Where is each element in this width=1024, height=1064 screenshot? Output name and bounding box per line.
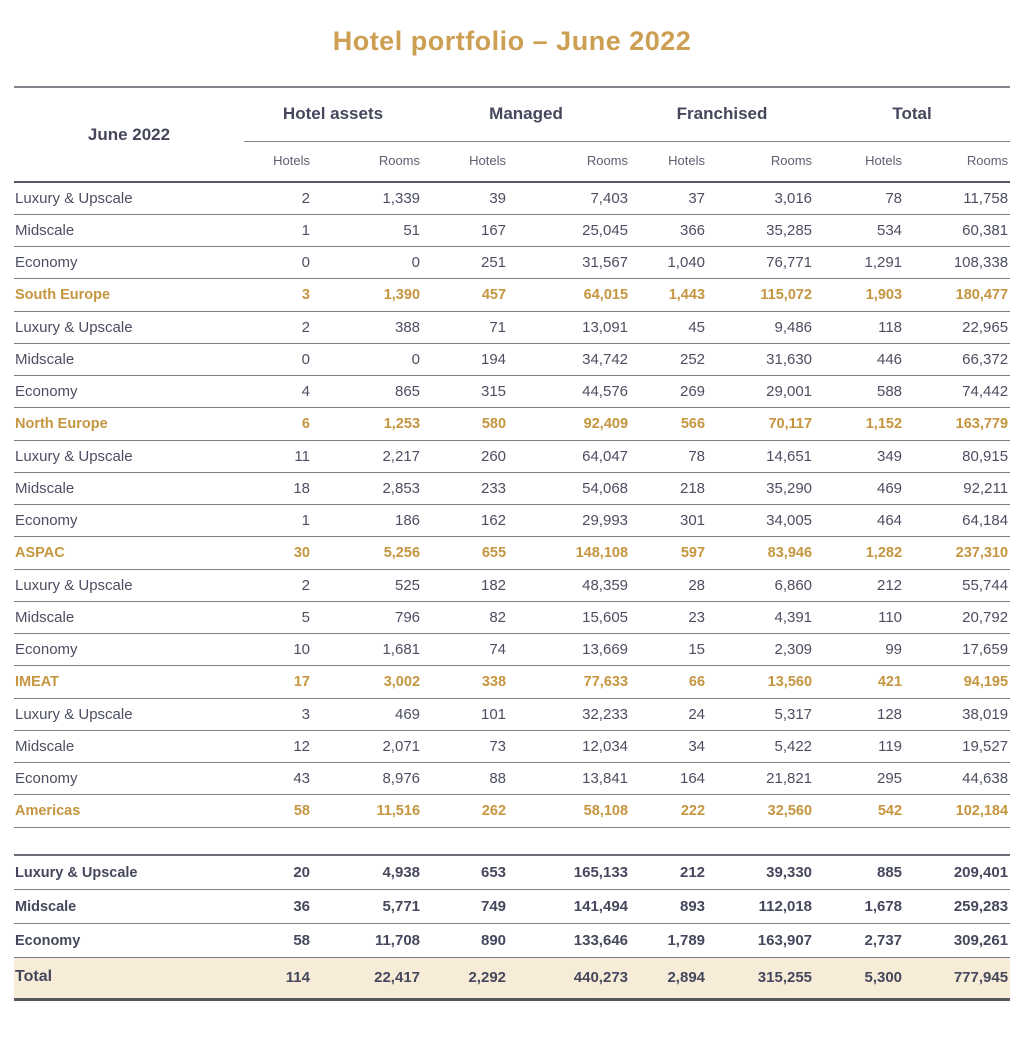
segment-row	[14, 376, 1010, 408]
cell-value: 890	[422, 924, 508, 958]
cell-value: 60,381	[904, 215, 1010, 247]
cell-value: 58	[244, 795, 312, 828]
cell-value: 5,422	[707, 731, 814, 763]
cell-value: 34	[630, 731, 707, 763]
cell-value: 1,291	[814, 247, 904, 279]
cell-value: 20,792	[904, 602, 1010, 634]
cell-value: 5,256	[312, 537, 422, 570]
cell-value: 43	[244, 763, 312, 795]
cell-value: 92,409	[508, 408, 630, 441]
cell-value: 7,403	[508, 182, 630, 215]
segment-label: Midscale	[14, 215, 244, 247]
cell-value: 10	[244, 634, 312, 666]
cell-value: 112,018	[707, 890, 814, 924]
column-group-franchised: Franchised	[630, 88, 814, 142]
cell-value: 35,290	[707, 473, 814, 505]
cell-value: 251	[422, 247, 508, 279]
cell-value: 262	[422, 795, 508, 828]
cell-value: 1,390	[312, 279, 422, 312]
cell-value: 301	[630, 505, 707, 537]
segment-row	[14, 247, 1010, 279]
segment-row	[14, 570, 1010, 602]
cell-value: 15,605	[508, 602, 630, 634]
subcolumn-header-hotels: Hotels	[422, 142, 508, 183]
cell-value: 32,560	[707, 795, 814, 828]
cell-value: 1,040	[630, 247, 707, 279]
cell-value: 218	[630, 473, 707, 505]
cell-value: 1,903	[814, 279, 904, 312]
cell-value: 25,045	[508, 215, 630, 247]
cell-value: 222	[630, 795, 707, 828]
section-spacer	[14, 828, 1010, 856]
cell-value: 58	[244, 924, 312, 958]
cell-value: 865	[312, 376, 422, 408]
segment-row	[14, 182, 1010, 215]
cell-value: 4,938	[312, 855, 422, 890]
cell-value: 2	[244, 570, 312, 602]
cell-value: 102,184	[904, 795, 1010, 828]
cell-value: 32,233	[508, 699, 630, 731]
segment-row	[14, 312, 1010, 344]
cell-value: 1,681	[312, 634, 422, 666]
segment-label: Luxury & Upscale	[14, 312, 244, 344]
cell-value: 39,330	[707, 855, 814, 890]
region-total-row	[14, 666, 1010, 699]
region-total-row	[14, 279, 1010, 312]
cell-value: 252	[630, 344, 707, 376]
region-total-row	[14, 795, 1010, 828]
cell-value: 64,015	[508, 279, 630, 312]
segment-row	[14, 763, 1010, 795]
cell-value: 82	[422, 602, 508, 634]
cell-value: 315,255	[707, 958, 814, 1000]
subcolumn-header-rooms: Rooms	[312, 142, 422, 183]
column-group-hotel-assets: Hotel assets	[244, 88, 422, 142]
cell-value: 73	[422, 731, 508, 763]
cell-value: 118	[814, 312, 904, 344]
cell-value: 17	[244, 666, 312, 699]
segment-row	[14, 505, 1010, 537]
cell-value: 54,068	[508, 473, 630, 505]
cell-value: 22,417	[312, 958, 422, 1000]
cell-value: 15	[630, 634, 707, 666]
cell-value: 94,195	[904, 666, 1010, 699]
cell-value: 108,338	[904, 247, 1010, 279]
cell-value: 777,945	[904, 958, 1010, 1000]
cell-value: 588	[814, 376, 904, 408]
cell-value: 64,184	[904, 505, 1010, 537]
cell-value: 542	[814, 795, 904, 828]
cell-value: 115,072	[707, 279, 814, 312]
cell-value: 180,477	[904, 279, 1010, 312]
cell-value: 233	[422, 473, 508, 505]
cell-value: 194	[422, 344, 508, 376]
cell-value: 48,359	[508, 570, 630, 602]
cell-value: 749	[422, 890, 508, 924]
segment-row	[14, 634, 1010, 666]
cell-value: 2,309	[707, 634, 814, 666]
cell-value: 133,646	[508, 924, 630, 958]
cell-value: 20	[244, 855, 312, 890]
cell-value: 11,708	[312, 924, 422, 958]
cell-value: 534	[814, 215, 904, 247]
cell-value: 21,821	[707, 763, 814, 795]
cell-value: 19,527	[904, 731, 1010, 763]
segment-label: Luxury & Upscale	[14, 182, 244, 215]
cell-value: 464	[814, 505, 904, 537]
cell-value: 885	[814, 855, 904, 890]
segment-row	[14, 215, 1010, 247]
cell-value: 77,633	[508, 666, 630, 699]
cell-value: 3,002	[312, 666, 422, 699]
subcolumn-header-rooms: Rooms	[508, 142, 630, 183]
cell-value: 440,273	[508, 958, 630, 1000]
cell-value: 13,091	[508, 312, 630, 344]
cell-value: 71	[422, 312, 508, 344]
cell-value: 110	[814, 602, 904, 634]
region-total-row	[14, 537, 1010, 570]
cell-value: 309,261	[904, 924, 1010, 958]
subcolumn-header-hotels: Hotels	[244, 142, 312, 183]
cell-value: 39	[422, 182, 508, 215]
segment-row	[14, 731, 1010, 763]
hotel-portfolio-table	[14, 88, 1010, 1001]
cell-value: 55,744	[904, 570, 1010, 602]
cell-value: 34,742	[508, 344, 630, 376]
summary-row	[14, 890, 1010, 924]
region-total-label: South Europe	[14, 279, 244, 312]
cell-value: 8,976	[312, 763, 422, 795]
segment-label: Economy	[14, 634, 244, 666]
cell-value: 3	[244, 279, 312, 312]
segment-label: Economy	[14, 376, 244, 408]
subcolumn-header-rooms: Rooms	[904, 142, 1010, 183]
cell-value: 1,339	[312, 182, 422, 215]
cell-value: 24	[630, 699, 707, 731]
cell-value: 13,841	[508, 763, 630, 795]
cell-value: 338	[422, 666, 508, 699]
cell-value: 167	[422, 215, 508, 247]
cell-value: 163,779	[904, 408, 1010, 441]
cell-value: 13,560	[707, 666, 814, 699]
cell-value: 597	[630, 537, 707, 570]
subcolumn-header-rooms: Rooms	[707, 142, 814, 183]
segment-row	[14, 344, 1010, 376]
cell-value: 653	[422, 855, 508, 890]
cell-value: 31,630	[707, 344, 814, 376]
cell-value: 566	[630, 408, 707, 441]
segment-label: Midscale	[14, 731, 244, 763]
cell-value: 35,285	[707, 215, 814, 247]
cell-value: 1,282	[814, 537, 904, 570]
cell-value: 78	[814, 182, 904, 215]
cell-value: 182	[422, 570, 508, 602]
cell-value: 30	[244, 537, 312, 570]
cell-value: 260	[422, 441, 508, 473]
cell-value: 421	[814, 666, 904, 699]
cell-value: 58,108	[508, 795, 630, 828]
cell-value: 29,993	[508, 505, 630, 537]
segment-label: Midscale	[14, 602, 244, 634]
cell-value: 165,133	[508, 855, 630, 890]
subcolumn-header-hotels: Hotels	[814, 142, 904, 183]
cell-value: 655	[422, 537, 508, 570]
cell-value: 2,292	[422, 958, 508, 1000]
cell-value: 4,391	[707, 602, 814, 634]
cell-value: 0	[244, 247, 312, 279]
region-total-label: IMEAT	[14, 666, 244, 699]
region-total-label: ASPAC	[14, 537, 244, 570]
cell-value: 2	[244, 312, 312, 344]
cell-value: 37	[630, 182, 707, 215]
segment-row	[14, 602, 1010, 634]
cell-value: 5,317	[707, 699, 814, 731]
cell-value: 11	[244, 441, 312, 473]
cell-value: 525	[312, 570, 422, 602]
cell-value: 101	[422, 699, 508, 731]
cell-value: 2,853	[312, 473, 422, 505]
cell-value: 259,283	[904, 890, 1010, 924]
segment-row	[14, 441, 1010, 473]
cell-value: 366	[630, 215, 707, 247]
cell-value: 6,860	[707, 570, 814, 602]
cell-value: 446	[814, 344, 904, 376]
summary-label: Luxury & Upscale	[14, 855, 244, 890]
segment-label: Economy	[14, 247, 244, 279]
cell-value: 64,047	[508, 441, 630, 473]
cell-value: 388	[312, 312, 422, 344]
cell-value: 2,894	[630, 958, 707, 1000]
page-title: Hotel portfolio – June 2022	[332, 26, 692, 56]
cell-value: 74	[422, 634, 508, 666]
cell-value: 2,737	[814, 924, 904, 958]
cell-value: 18	[244, 473, 312, 505]
cell-value: 78	[630, 441, 707, 473]
segment-row	[14, 699, 1010, 731]
cell-value: 51	[312, 215, 422, 247]
cell-value: 13,669	[508, 634, 630, 666]
cell-value: 1,253	[312, 408, 422, 441]
cell-value: 212	[814, 570, 904, 602]
cell-value: 469	[312, 699, 422, 731]
cell-value: 29,001	[707, 376, 814, 408]
cell-value: 28	[630, 570, 707, 602]
cell-value: 17,659	[904, 634, 1010, 666]
cell-value: 237,310	[904, 537, 1010, 570]
section-spacer-row	[14, 828, 1010, 856]
segment-label: Luxury & Upscale	[14, 570, 244, 602]
cell-value: 36	[244, 890, 312, 924]
cell-value: 0	[312, 344, 422, 376]
cell-value: 66	[630, 666, 707, 699]
cell-value: 163,907	[707, 924, 814, 958]
cell-value: 295	[814, 763, 904, 795]
cell-value: 0	[312, 247, 422, 279]
cell-value: 1,789	[630, 924, 707, 958]
cell-value: 209,401	[904, 855, 1010, 890]
segment-label: Economy	[14, 763, 244, 795]
cell-value: 148,108	[508, 537, 630, 570]
cell-value: 1,678	[814, 890, 904, 924]
region-total-label: North Europe	[14, 408, 244, 441]
cell-value: 34,005	[707, 505, 814, 537]
cell-value: 0	[244, 344, 312, 376]
cell-value: 11,758	[904, 182, 1010, 215]
cell-value: 128	[814, 699, 904, 731]
cell-value: 31,567	[508, 247, 630, 279]
cell-value: 83,946	[707, 537, 814, 570]
summary-label: Midscale	[14, 890, 244, 924]
cell-value: 66,372	[904, 344, 1010, 376]
cell-value: 1,152	[814, 408, 904, 441]
cell-value: 469	[814, 473, 904, 505]
cell-value: 12	[244, 731, 312, 763]
cell-value: 45	[630, 312, 707, 344]
cell-value: 74,442	[904, 376, 1010, 408]
cell-value: 4	[244, 376, 312, 408]
cell-value: 164	[630, 763, 707, 795]
cell-value: 796	[312, 602, 422, 634]
segment-label: Economy	[14, 505, 244, 537]
cell-value: 14,651	[707, 441, 814, 473]
cell-value: 23	[630, 602, 707, 634]
cell-value: 141,494	[508, 890, 630, 924]
cell-value: 269	[630, 376, 707, 408]
cell-value: 92,211	[904, 473, 1010, 505]
cell-value: 1	[244, 215, 312, 247]
cell-value: 11,516	[312, 795, 422, 828]
cell-value: 349	[814, 441, 904, 473]
column-group-header-row	[14, 88, 1010, 142]
cell-value: 44,576	[508, 376, 630, 408]
segment-label: Midscale	[14, 473, 244, 505]
cell-value: 2,217	[312, 441, 422, 473]
cell-value: 119	[814, 731, 904, 763]
cell-value: 9,486	[707, 312, 814, 344]
cell-value: 457	[422, 279, 508, 312]
cell-value: 893	[630, 890, 707, 924]
cell-value: 114	[244, 958, 312, 1000]
cell-value: 12,034	[508, 731, 630, 763]
cell-value: 6	[244, 408, 312, 441]
cell-value: 1,443	[630, 279, 707, 312]
period-label: June 2022	[14, 88, 244, 182]
cell-value: 186	[312, 505, 422, 537]
cell-value: 38,019	[904, 699, 1010, 731]
cell-value: 80,915	[904, 441, 1010, 473]
cell-value: 5	[244, 602, 312, 634]
cell-value: 70,117	[707, 408, 814, 441]
cell-value: 1	[244, 505, 312, 537]
summary-label: Economy	[14, 924, 244, 958]
cell-value: 5,300	[814, 958, 904, 1000]
segment-label: Midscale	[14, 344, 244, 376]
summary-row	[14, 924, 1010, 958]
cell-value: 580	[422, 408, 508, 441]
grand-total-label: Total	[14, 958, 244, 1000]
segment-row	[14, 473, 1010, 505]
column-group-managed: Managed	[422, 88, 630, 142]
region-total-row	[14, 408, 1010, 441]
column-group-total: Total	[814, 88, 1010, 142]
cell-value: 2	[244, 182, 312, 215]
cell-value: 2,071	[312, 731, 422, 763]
cell-value: 3,016	[707, 182, 814, 215]
cell-value: 22,965	[904, 312, 1010, 344]
cell-value: 3	[244, 699, 312, 731]
segment-label: Luxury & Upscale	[14, 441, 244, 473]
cell-value: 44,638	[904, 763, 1010, 795]
cell-value: 315	[422, 376, 508, 408]
cell-value: 88	[422, 763, 508, 795]
subcolumn-header-hotels: Hotels	[630, 142, 707, 183]
cell-value: 212	[630, 855, 707, 890]
cell-value: 5,771	[312, 890, 422, 924]
grand-total-row	[14, 958, 1010, 1000]
summary-row	[14, 855, 1010, 890]
cell-value: 99	[814, 634, 904, 666]
cell-value: 76,771	[707, 247, 814, 279]
region-total-label: Americas	[14, 795, 244, 828]
segment-label: Luxury & Upscale	[14, 699, 244, 731]
cell-value: 162	[422, 505, 508, 537]
